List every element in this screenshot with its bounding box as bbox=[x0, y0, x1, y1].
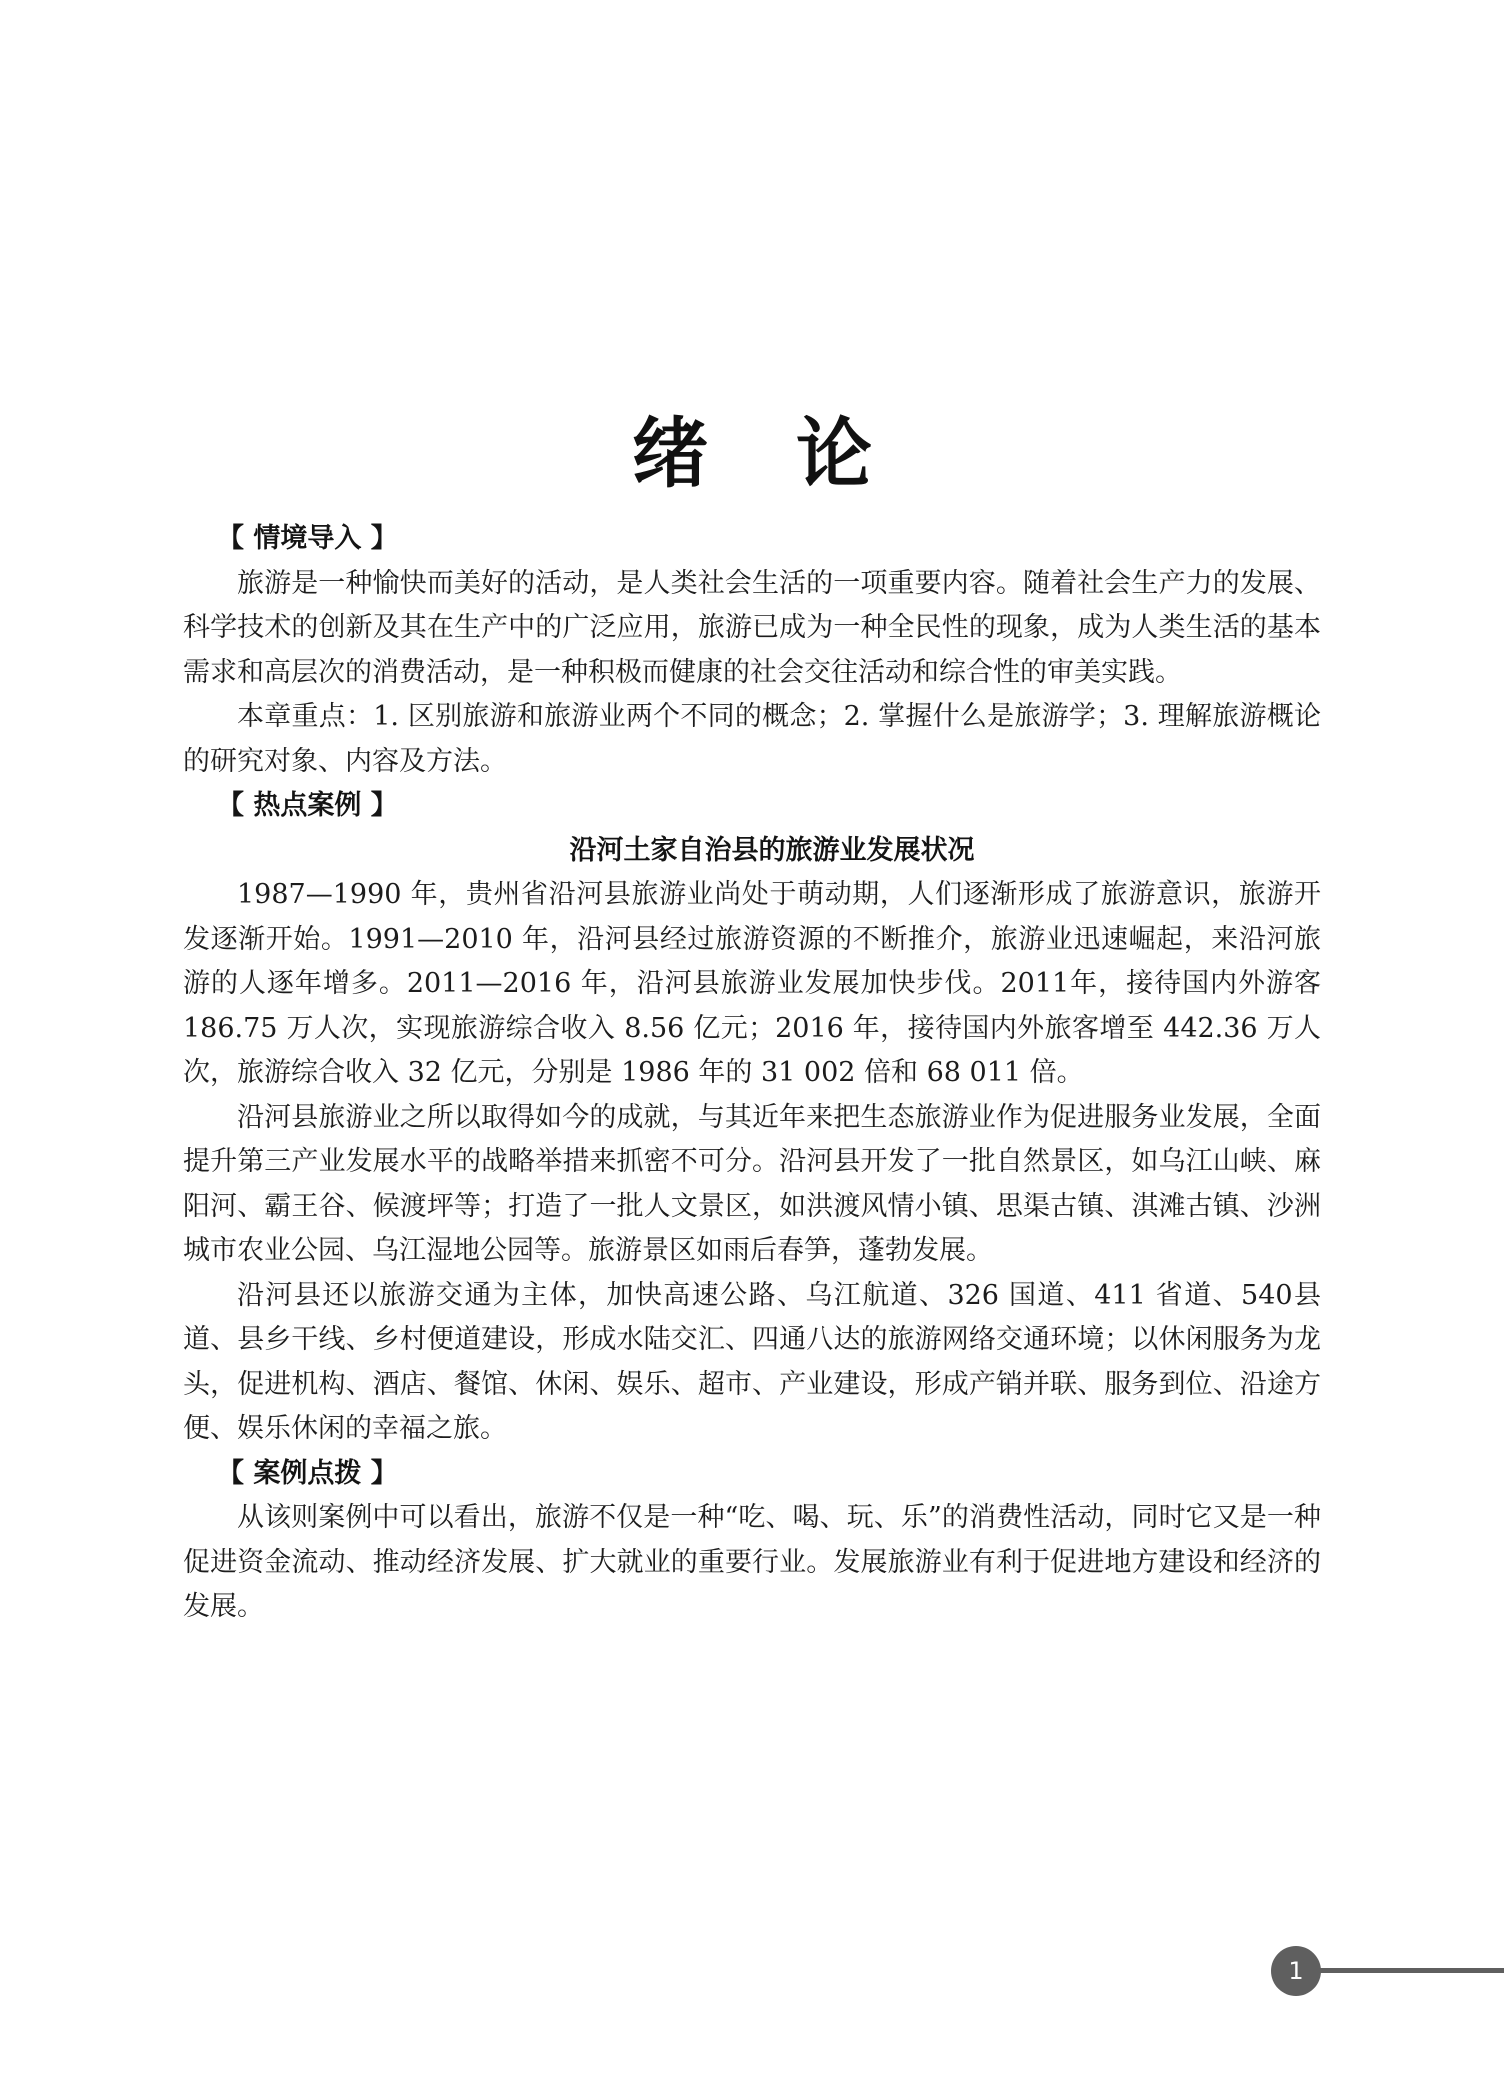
page-number-badge: 1 bbox=[1271, 1946, 1321, 1996]
chapter-content bbox=[183, 517, 1321, 1630]
paragraph: 1987—1990 年，贵州省沿河县旅游业尚处于萌动期，人们逐渐形成了旅游意识，旅游开发逐渐开始。1991—2010 年，沿河县经过旅游资源的不断推介，旅游业迅速崛起，来沿河旅游的人逐年增多。2011—2016 年，沿河县旅游业发展加快步伐。2011年，接待国内外游客 186.75 万人次，实现旅游综合收入 8.56 亿元；2016 年，接待国内外旅客增至 442.36 万人次，旅游综合收入 32 亿元，分别是 1986 年的 31 002 倍和 68 011 倍。 bbox=[183, 879, 1321, 1088]
section-label-scenario: 【 情境导入 】 bbox=[217, 523, 398, 554]
paragraph: 旅游是一种愉快而美好的活动，是人类社会生活的一项重要内容。随着社会生产力的发展、科学技术的创新及其在生产中的广泛应用，旅游已成为一种全民性的现象，成为人类生活的基本需求和高层次的消费活动，是一种积极而健康的社会交往活动和综合性的审美实践。 bbox=[183, 567, 1321, 688]
chapter-title: 绪论 bbox=[632, 408, 960, 498]
section-label-case-analysis: 【 案例点拨 】 bbox=[217, 1457, 398, 1489]
case-title: 沿河土家自治县的旅游业发展状况 bbox=[569, 834, 975, 866]
page-number-rule bbox=[1318, 1968, 1504, 1973]
paragraph: 沿河县旅游业之所以取得如今的成就，与其近年来把生态旅游业作为促进服务业发展，全面提升第三产业发展水平的战略举措来抓密不可分。沿河县开发了一批自然景区，如乌江山峡、麻阳河、霸王谷、候渡坪等；打造了一批人文景区，如洪渡风情小镇、思渠古镇、淇滩古镇、沙洲城市农业公园、乌江湿地公园等。旅游景区如雨后春笋，蓬勃发展。 bbox=[183, 1101, 1321, 1266]
paragraph: 本章重点：1. 区别旅游和旅游业两个不同的概念；2. 掌握什么是旅游学；3. 理解旅游概论的研究对象、内容及方法。 bbox=[183, 701, 1321, 777]
paragraph: 沿河县还以旅游交通为主体，加快高速公路、乌江航道、326 国道、411 省道、540县道、县乡干线、乡村便道建设，形成水陆交汇、四通八达的旅游网络交通环境；以休闲服务为龙头，促进机构、酒店、餐馆、休闲、娱乐、超市、产业建设，形成产销并联、服务到位、沿途方便、娱乐休闲的幸福之旅。 bbox=[183, 1279, 1321, 1444]
paragraph: 从该则案例中可以看出，旅游不仅是一种“吃、喝、玩、乐”的消费性活动，同时它又是一种促进资金流动、推动经济发展、扩大就业的重要行业。发展旅游业有利于促进地方建设和经济的发展。 bbox=[183, 1502, 1321, 1622]
section-label-hot-case: 【 热点案例 】 bbox=[217, 790, 398, 821]
